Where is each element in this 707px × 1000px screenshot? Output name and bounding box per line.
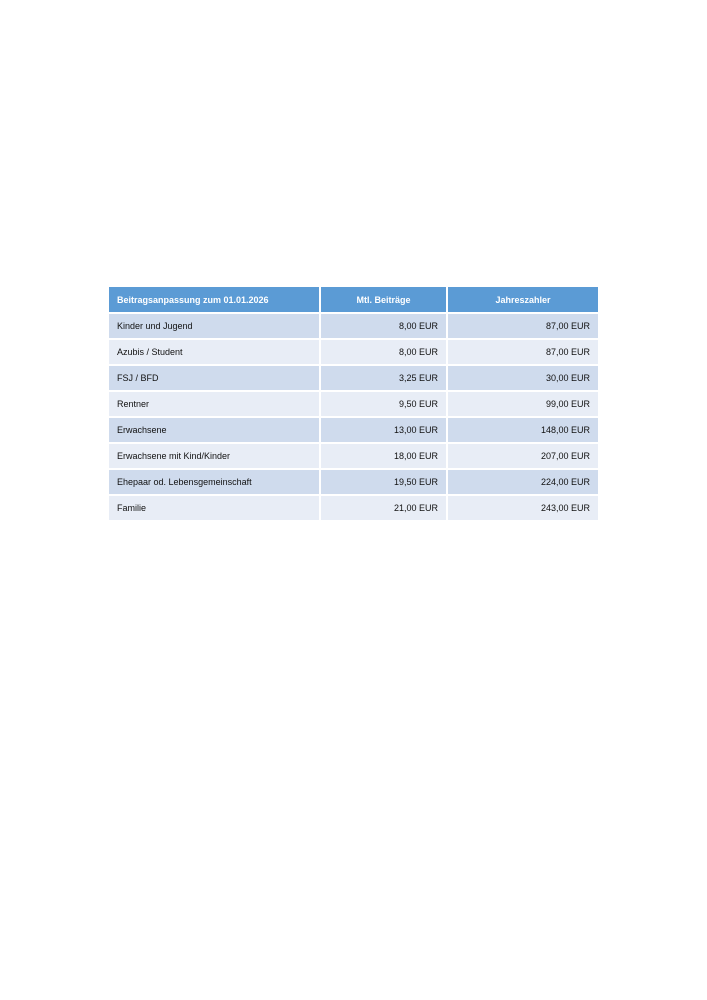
- yearly-cell: 243,00 EUR: [448, 496, 598, 520]
- category-cell: Ehepaar od. Lebensgemeinschaft: [109, 470, 321, 496]
- monthly-cell: 3,25 EUR: [321, 366, 448, 392]
- table-row: [109, 496, 598, 520]
- yearly-cell: 148,00 EUR: [448, 418, 598, 444]
- monthly-cell: 21,00 EUR: [321, 496, 448, 520]
- table-row: [109, 470, 598, 496]
- category-cell: Erwachsene: [109, 418, 321, 444]
- category-cell: Erwachsene mit Kind/Kinder: [109, 444, 321, 470]
- category-cell: Rentner: [109, 392, 321, 418]
- table-header-row: [109, 287, 598, 314]
- category-cell: FSJ / BFD: [109, 366, 321, 392]
- category-cell: Kinder und Jugend: [109, 314, 321, 340]
- table-row: [109, 340, 598, 366]
- table-row: [109, 418, 598, 444]
- monthly-cell: 8,00 EUR: [321, 340, 448, 366]
- yearly-cell: 87,00 EUR: [448, 314, 598, 340]
- table-row: [109, 366, 598, 392]
- table-row: [109, 444, 598, 470]
- category-cell: Azubis / Student: [109, 340, 321, 366]
- yearly-cell: 99,00 EUR: [448, 392, 598, 418]
- monthly-cell: 8,00 EUR: [321, 314, 448, 340]
- yearly-cell: 30,00 EUR: [448, 366, 598, 392]
- monthly-cell: 19,50 EUR: [321, 470, 448, 496]
- monthly-cell: 9,50 EUR: [321, 392, 448, 418]
- monthly-cell: 18,00 EUR: [321, 444, 448, 470]
- yearly-cell: 207,00 EUR: [448, 444, 598, 470]
- yearly-cell: 224,00 EUR: [448, 470, 598, 496]
- yearly-cell: 87,00 EUR: [448, 340, 598, 366]
- monthly-cell: 13,00 EUR: [321, 418, 448, 444]
- header-category: Beitragsanpassung zum 01.01.2026: [109, 287, 321, 314]
- header-yearly: Jahreszahler: [448, 287, 598, 314]
- fee-table: [109, 287, 598, 520]
- header-monthly: Mtl. Beiträge: [321, 287, 448, 314]
- table-row: [109, 314, 598, 340]
- table-row: [109, 392, 598, 418]
- category-cell: Familie: [109, 496, 321, 520]
